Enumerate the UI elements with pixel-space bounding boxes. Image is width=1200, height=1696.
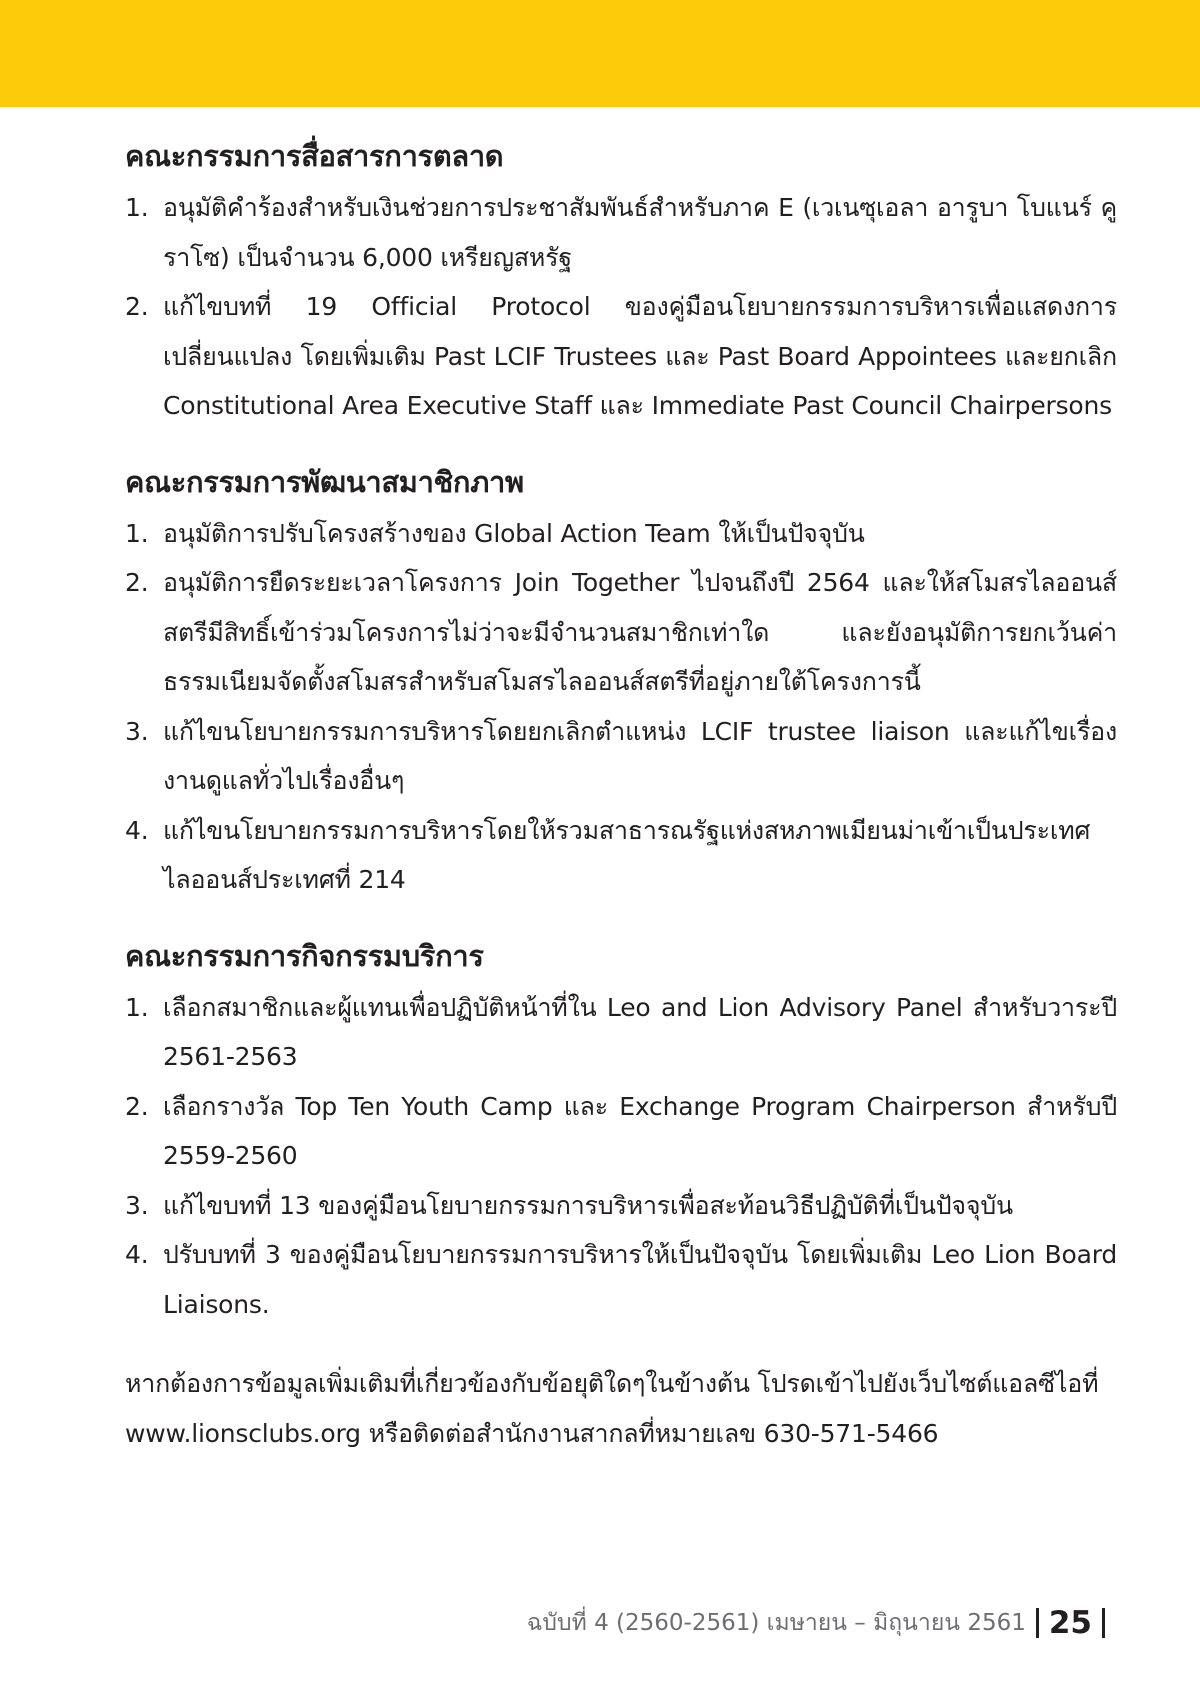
contact-note: หากต้องการข้อมูลเพิ่มเติมที่เกี่ยวข้องกับข้อยุติใดๆในข้างต้น โปรดเข้าไปยังเว็บไซต์แอลซีไอที่ www.lionsclubs.org หรือติดต่อสำนักงานสากลที่หมายเลข 630-571-5466 bbox=[125, 1369, 1099, 1448]
item-text: แก้ไขบทที่ 19 Official Protocol ของคู่มือนโยบายกรรมการบริหารเพื่อแสดงการเปลี่ยนแปลง โดยเพิ่มเติม Past LCIF Trustees และ Past Board Appointees และยกเลิก Constitutional Area Executive Staff และ Immediate Past Council Chairpersons bbox=[163, 292, 1117, 420]
section-marketing-communications bbox=[125, 135, 1117, 431]
list-item bbox=[125, 1230, 1117, 1329]
item-text: แก้ไขนโยบายกรรมการบริหารโดยยกเลิกตำแหน่ง LCIF trustee liaison และแก้ไขเรื่องงานดูแลทั่วไปเรื่องอื่นๆ bbox=[163, 716, 1117, 795]
item-text: ปรับบทที่ 3 ของคู่มือนโยบายกรรมการบริหารให้เป็นปัจจุบัน โดยเพิ่มเติม Leo Lion Board Liaisons. bbox=[163, 1240, 1117, 1319]
item-number: 2. bbox=[125, 568, 149, 597]
list-item bbox=[125, 806, 1117, 905]
item-number: 2. bbox=[125, 292, 149, 321]
item-number: 4. bbox=[125, 1240, 149, 1269]
item-number: 3. bbox=[125, 716, 149, 746]
list-item bbox=[125, 509, 1117, 559]
divider bbox=[1036, 1608, 1039, 1638]
item-number: 1. bbox=[125, 518, 149, 548]
section-title: คณะกรรมการพัฒนาสมาชิกภาพ bbox=[125, 464, 524, 499]
item-number: 4. bbox=[125, 815, 149, 845]
page-number: 25 bbox=[1048, 1605, 1092, 1641]
section-title: คณะกรรมการสื่อสารการตลาด bbox=[125, 139, 504, 173]
section-service-activities bbox=[125, 935, 1117, 1330]
list-item bbox=[125, 558, 1117, 707]
list-item bbox=[125, 282, 1117, 431]
issue-info: ฉบับที่ 4 (2560-2561) เมษายน – มิถุนายน 2561 bbox=[526, 1610, 1026, 1636]
page-footer bbox=[527, 1603, 1105, 1643]
item-number: 1. bbox=[125, 992, 149, 1022]
item-list bbox=[125, 983, 1117, 1330]
item-text: เลือกรางวัล Top Ten Youth Camp และ Exchange Program Chairperson สำหรับปี 2559-2560 bbox=[163, 1091, 1117, 1170]
page-content bbox=[125, 135, 1117, 1483]
item-list bbox=[125, 183, 1117, 431]
item-number: 2. bbox=[125, 1091, 149, 1121]
header-band bbox=[0, 0, 1200, 107]
item-text: อนุมัติคำร้องสำหรับเงินช่วยการประชาสัมพันธ์สำหรับภาค E (เวเนซุเอลา อารูบา โบแนร์ คูราโซ) เป็นจำนวน 6,000 เหรียญสหรัฐ bbox=[163, 193, 1117, 272]
list-item bbox=[125, 183, 1117, 282]
section-title: คณะกรรมการกิจกรรมบริการ bbox=[125, 938, 484, 973]
item-text: อนุมัติการปรับโครงสร้างของ Global Action Team ให้เป็นปัจจุบัน bbox=[163, 518, 865, 548]
item-text: แก้ไขบทที่ 13 ของคู่มือนโยบายกรรมการบริหารเพื่อสะท้อนวิธีปฏิบัติที่เป็นปัจจุบัน bbox=[163, 1190, 1013, 1220]
list-item bbox=[125, 1082, 1117, 1181]
item-number: 1. bbox=[125, 193, 149, 222]
section-membership-development bbox=[125, 461, 1117, 905]
item-text: เลือกสมาชิกและผู้แทนเพื่อปฏิบัติหน้าที่ใน Leo and Lion Advisory Panel สำหรับวาระปี 2561-2563 bbox=[163, 992, 1117, 1071]
list-item bbox=[125, 983, 1117, 1082]
list-item bbox=[125, 707, 1117, 806]
item-number: 3. bbox=[125, 1190, 149, 1220]
list-item bbox=[125, 1181, 1117, 1231]
divider bbox=[1102, 1608, 1105, 1638]
item-text: แก้ไขนโยบายกรรมการบริหารโดยให้รวมสาธารณรัฐแห่งสหภาพเมียนม่าเข้าเป็นประเทศไลออนส์ประเทศที่ 214 bbox=[163, 815, 1091, 894]
item-text: อนุมัติการยืดระยะเวลาโครงการ Join Together ไปจนถึงปี 2564 และให้สโมสรไลออนส์สตรีมีสิทธิ์เข้าร่วมโครงการไม่ว่าจะมีจำนวนสมาชิกเท่าใด และยังอนุมัติการยกเว้นค่าธรรมเนียมจัดตั้งสโมสรสำหรับสโมสรไลออนส์สตรีที่อยู่ภายใต้โครงการนี้ bbox=[163, 568, 1117, 696]
item-list bbox=[125, 509, 1117, 905]
